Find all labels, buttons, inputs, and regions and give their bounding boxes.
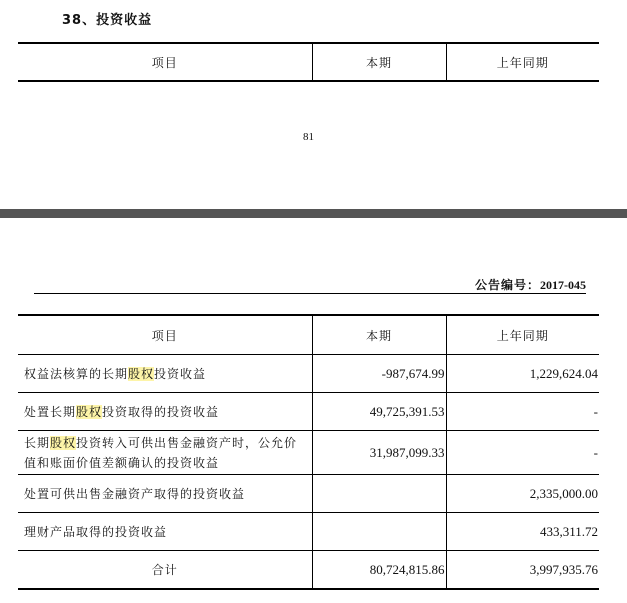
page-number: 81 [303,131,314,143]
table-header-row [18,43,599,81]
row-item: 处置长期股权投资取得的投资收益 [18,393,312,431]
total-label: 合计 [18,551,312,590]
row-prior-value: 2,335,000.00 [446,475,599,513]
table-total-row [18,551,599,590]
header-current-period: 本期 [312,315,446,355]
announcement-number [475,276,586,293]
row-current-value: 31,987,099.33 [312,431,446,475]
row-current-value [312,513,446,551]
table-row [18,355,599,393]
row-item: 处置可供出售金融资产取得的投资收益 [18,475,312,513]
header-current-period: 本期 [312,43,446,81]
table-row [18,431,599,475]
page-header-rule [34,293,586,294]
total-current-value: 80,724,815.86 [312,551,446,590]
row-prior-value: - [446,393,599,431]
table-row [18,393,599,431]
total-prior-value: 3,997,935.76 [446,551,599,590]
row-current-value: -987,674.99 [312,355,446,393]
row-item: 权益法核算的长期股权投资收益 [18,355,312,393]
row-prior-value: 1,229,624.04 [446,355,599,393]
announcement-label: 公告编号： [474,278,540,292]
row-current-value: 49,725,391.53 [312,393,446,431]
row-item: 理财产品取得的投资收益 [18,513,312,551]
investment-income-table-header-page81 [18,42,599,82]
row-prior-value: 433,311.72 [446,513,599,551]
highlighted-term: 股权 [76,404,103,419]
header-prior-period: 上年同期 [446,315,599,355]
table-row [18,475,599,513]
header-item: 项目 [151,55,178,70]
row-item: 长期股权投资转入可供出售金融资产时，公允价值和账面价值差额确认的投资收益 [18,431,312,475]
section-title: 38、投资收益 [62,13,153,28]
page-separator [0,209,627,218]
header-prior-period: 上年同期 [446,43,599,81]
row-prior-value: - [446,431,599,475]
table-row [18,513,599,551]
highlighted-term: 股权 [128,366,155,381]
table-header-row [18,315,599,355]
header-item: 项目 [151,328,178,343]
investment-income-table [18,314,599,590]
announcement-value: 2017-045 [540,278,586,292]
row-current-value [312,475,446,513]
highlighted-term: 股权 [50,435,77,450]
